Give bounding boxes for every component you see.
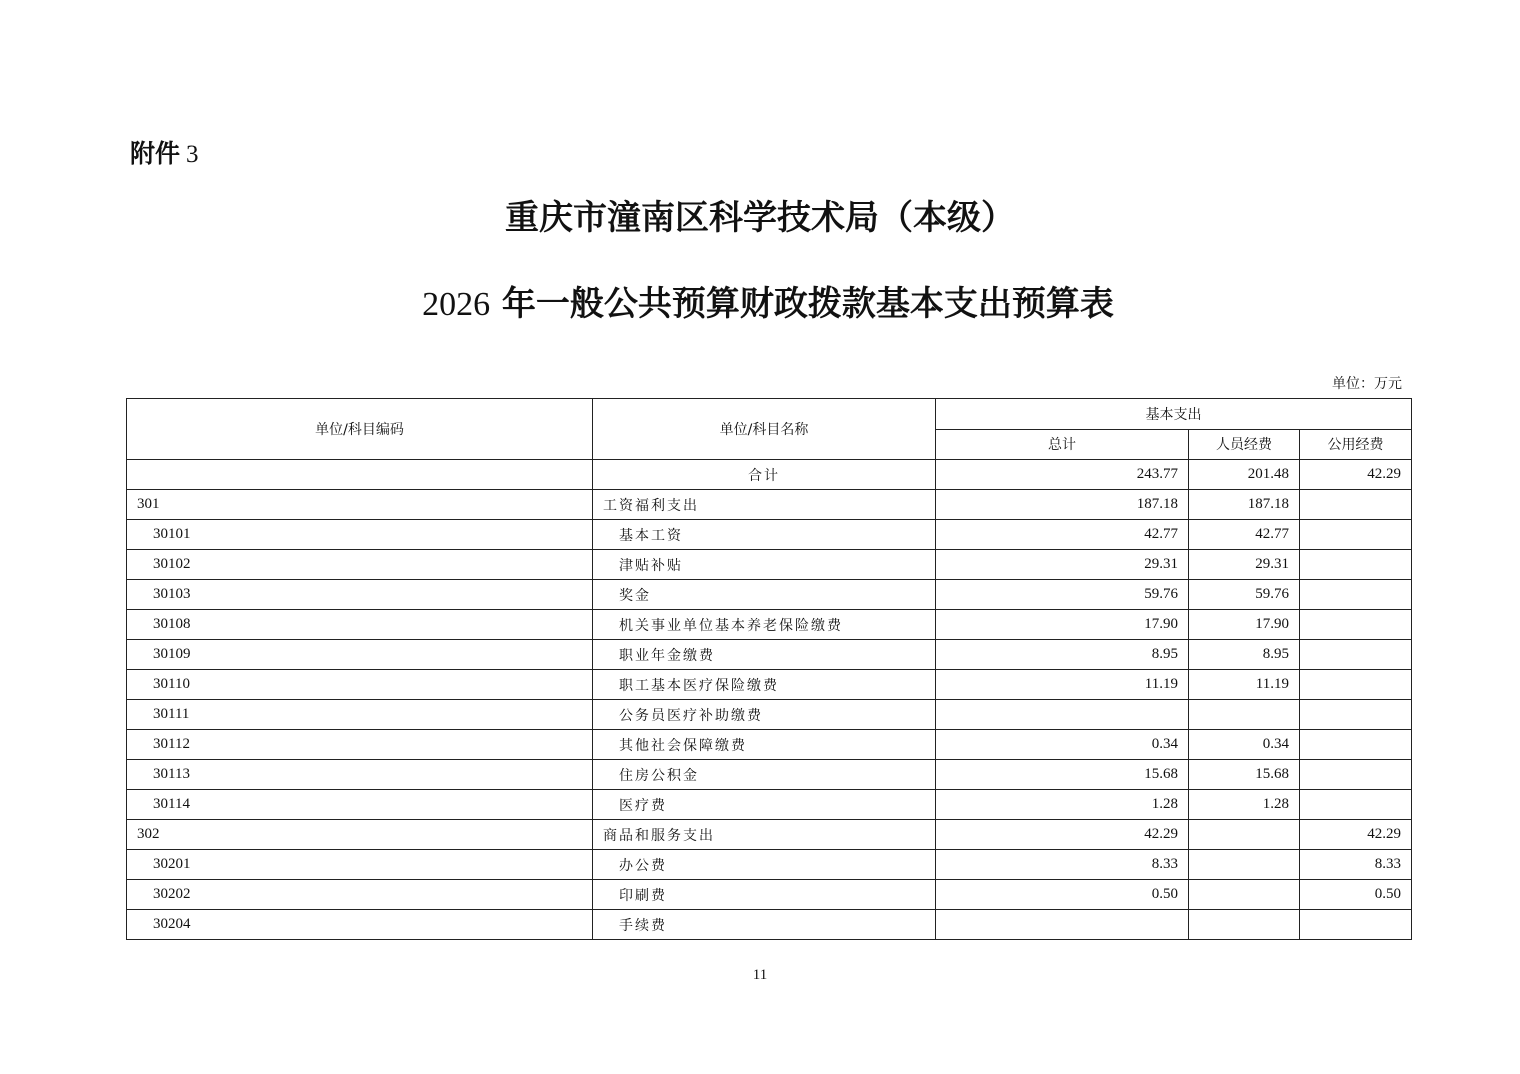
- unit-label: 单位：万元: [1332, 376, 1402, 392]
- cell-name: 其他社会保障缴费: [593, 730, 936, 760]
- cell-personnel: [1189, 880, 1300, 910]
- cell-name: 住房公积金: [593, 760, 936, 790]
- cell-code: 30109: [127, 640, 593, 670]
- cell-name: 商品和服务支出: [593, 820, 936, 850]
- cell-code: 30204: [127, 910, 593, 940]
- cell-personnel: 15.68: [1189, 760, 1300, 790]
- cell-code: 30103: [127, 580, 593, 610]
- cell-personnel: 1.28: [1189, 790, 1300, 820]
- cell-total: 29.31: [936, 550, 1189, 580]
- table-row: [127, 520, 1412, 550]
- page-number: 11: [752, 967, 768, 983]
- table-row: [127, 730, 1412, 760]
- cell-personnel: 8.95: [1189, 640, 1300, 670]
- cell-total: 243.77: [936, 460, 1189, 490]
- cell-name: 医疗费: [593, 790, 936, 820]
- cell-public: 8.33: [1300, 850, 1412, 880]
- table-row: [127, 910, 1412, 940]
- cell-name: 机关事业单位基本养老保险缴费: [593, 610, 936, 640]
- cell-total: 42.29: [936, 820, 1189, 850]
- header-total: 总计: [936, 429, 1189, 460]
- cell-public: 42.29: [1300, 820, 1412, 850]
- table-row: [127, 580, 1412, 610]
- cell-personnel: [1189, 910, 1300, 940]
- header-code: 单位/科目编码: [127, 399, 593, 460]
- cell-total: 8.33: [936, 850, 1189, 880]
- cell-name: 合计: [593, 460, 936, 490]
- cell-public: [1300, 730, 1412, 760]
- cell-code: [127, 460, 593, 490]
- table-row: [127, 790, 1412, 820]
- cell-total: 42.77: [936, 520, 1189, 550]
- title-rest: 年一般公共预算财政拨款基本支出预算表: [501, 284, 1114, 324]
- header-public: 公用经费: [1300, 429, 1412, 460]
- cell-code: 302: [127, 820, 593, 850]
- table-row: [127, 700, 1412, 730]
- cell-code: 30102: [127, 550, 593, 580]
- document-title-line1: 重庆市潼南区科学技术局（本级）: [505, 198, 1015, 238]
- cell-public: [1300, 910, 1412, 940]
- cell-total: 187.18: [936, 490, 1189, 520]
- cell-name: 津贴补贴: [593, 550, 936, 580]
- cell-personnel: 0.34: [1189, 730, 1300, 760]
- cell-total: 0.50: [936, 880, 1189, 910]
- cell-name: 印刷费: [593, 880, 936, 910]
- cell-code: 30112: [127, 730, 593, 760]
- cell-name: 职工基本医疗保险缴费: [593, 670, 936, 700]
- cell-personnel: [1189, 700, 1300, 730]
- cell-personnel: 187.18: [1189, 490, 1300, 520]
- header-personnel: 人员经费: [1189, 429, 1300, 460]
- cell-public: [1300, 760, 1412, 790]
- header-name: 单位/科目名称: [593, 399, 936, 460]
- cell-public: 42.29: [1300, 460, 1412, 490]
- cell-code: 30101: [127, 520, 593, 550]
- cell-total: 59.76: [936, 580, 1189, 610]
- cell-name: 工资福利支出: [593, 490, 936, 520]
- cell-personnel: 29.31: [1189, 550, 1300, 580]
- table-row: [127, 820, 1412, 850]
- cell-personnel: 11.19: [1189, 670, 1300, 700]
- cell-public: [1300, 520, 1412, 550]
- cell-code: 301: [127, 490, 593, 520]
- cell-public: [1300, 490, 1412, 520]
- cell-total: 1.28: [936, 790, 1189, 820]
- table-row: [127, 760, 1412, 790]
- cell-total: 17.90: [936, 610, 1189, 640]
- table-row: [127, 490, 1412, 520]
- cell-public: [1300, 790, 1412, 820]
- cell-total: 11.19: [936, 670, 1189, 700]
- cell-code: 30201: [127, 850, 593, 880]
- attachment-label: [130, 134, 199, 170]
- table-row: [127, 880, 1412, 910]
- cell-name: 基本工资: [593, 520, 936, 550]
- budget-table: [126, 398, 1412, 940]
- document-title-line2: [0, 276, 1520, 325]
- cell-public: [1300, 610, 1412, 640]
- cell-name: 手续费: [593, 910, 936, 940]
- cell-code: 30202: [127, 880, 593, 910]
- table-row: [127, 670, 1412, 700]
- table-row: [127, 550, 1412, 580]
- cell-name: 办公费: [593, 850, 936, 880]
- cell-code: 30111: [127, 700, 593, 730]
- cell-personnel: 17.90: [1189, 610, 1300, 640]
- cell-public: [1300, 670, 1412, 700]
- cell-total: [936, 910, 1189, 940]
- cell-total: 8.95: [936, 640, 1189, 670]
- cell-code: 30113: [127, 760, 593, 790]
- table-row: [127, 640, 1412, 670]
- header-basic-expenditure: 基本支出: [936, 399, 1412, 430]
- cell-code: 30110: [127, 670, 593, 700]
- cell-total: [936, 700, 1189, 730]
- cell-personnel: 59.76: [1189, 580, 1300, 610]
- cell-public: [1300, 550, 1412, 580]
- cell-name: 职业年金缴费: [593, 640, 936, 670]
- attachment-text: 附件: [130, 139, 181, 168]
- cell-total: 0.34: [936, 730, 1189, 760]
- table-body: [127, 460, 1412, 940]
- cell-public: [1300, 700, 1412, 730]
- cell-personnel: [1189, 850, 1300, 880]
- cell-public: [1300, 580, 1412, 610]
- table-row: [127, 610, 1412, 640]
- attachment-number: 3: [186, 141, 199, 168]
- table-row: [127, 850, 1412, 880]
- table-row: [127, 460, 1412, 490]
- cell-name: 奖金: [593, 580, 936, 610]
- cell-total: 15.68: [936, 760, 1189, 790]
- title-year: 2026: [422, 286, 491, 323]
- cell-personnel: 201.48: [1189, 460, 1300, 490]
- cell-public: 0.50: [1300, 880, 1412, 910]
- cell-personnel: 42.77: [1189, 520, 1300, 550]
- cell-public: [1300, 640, 1412, 670]
- cell-personnel: [1189, 820, 1300, 850]
- cell-code: 30108: [127, 610, 593, 640]
- cell-code: 30114: [127, 790, 593, 820]
- cell-name: 公务员医疗补助缴费: [593, 700, 936, 730]
